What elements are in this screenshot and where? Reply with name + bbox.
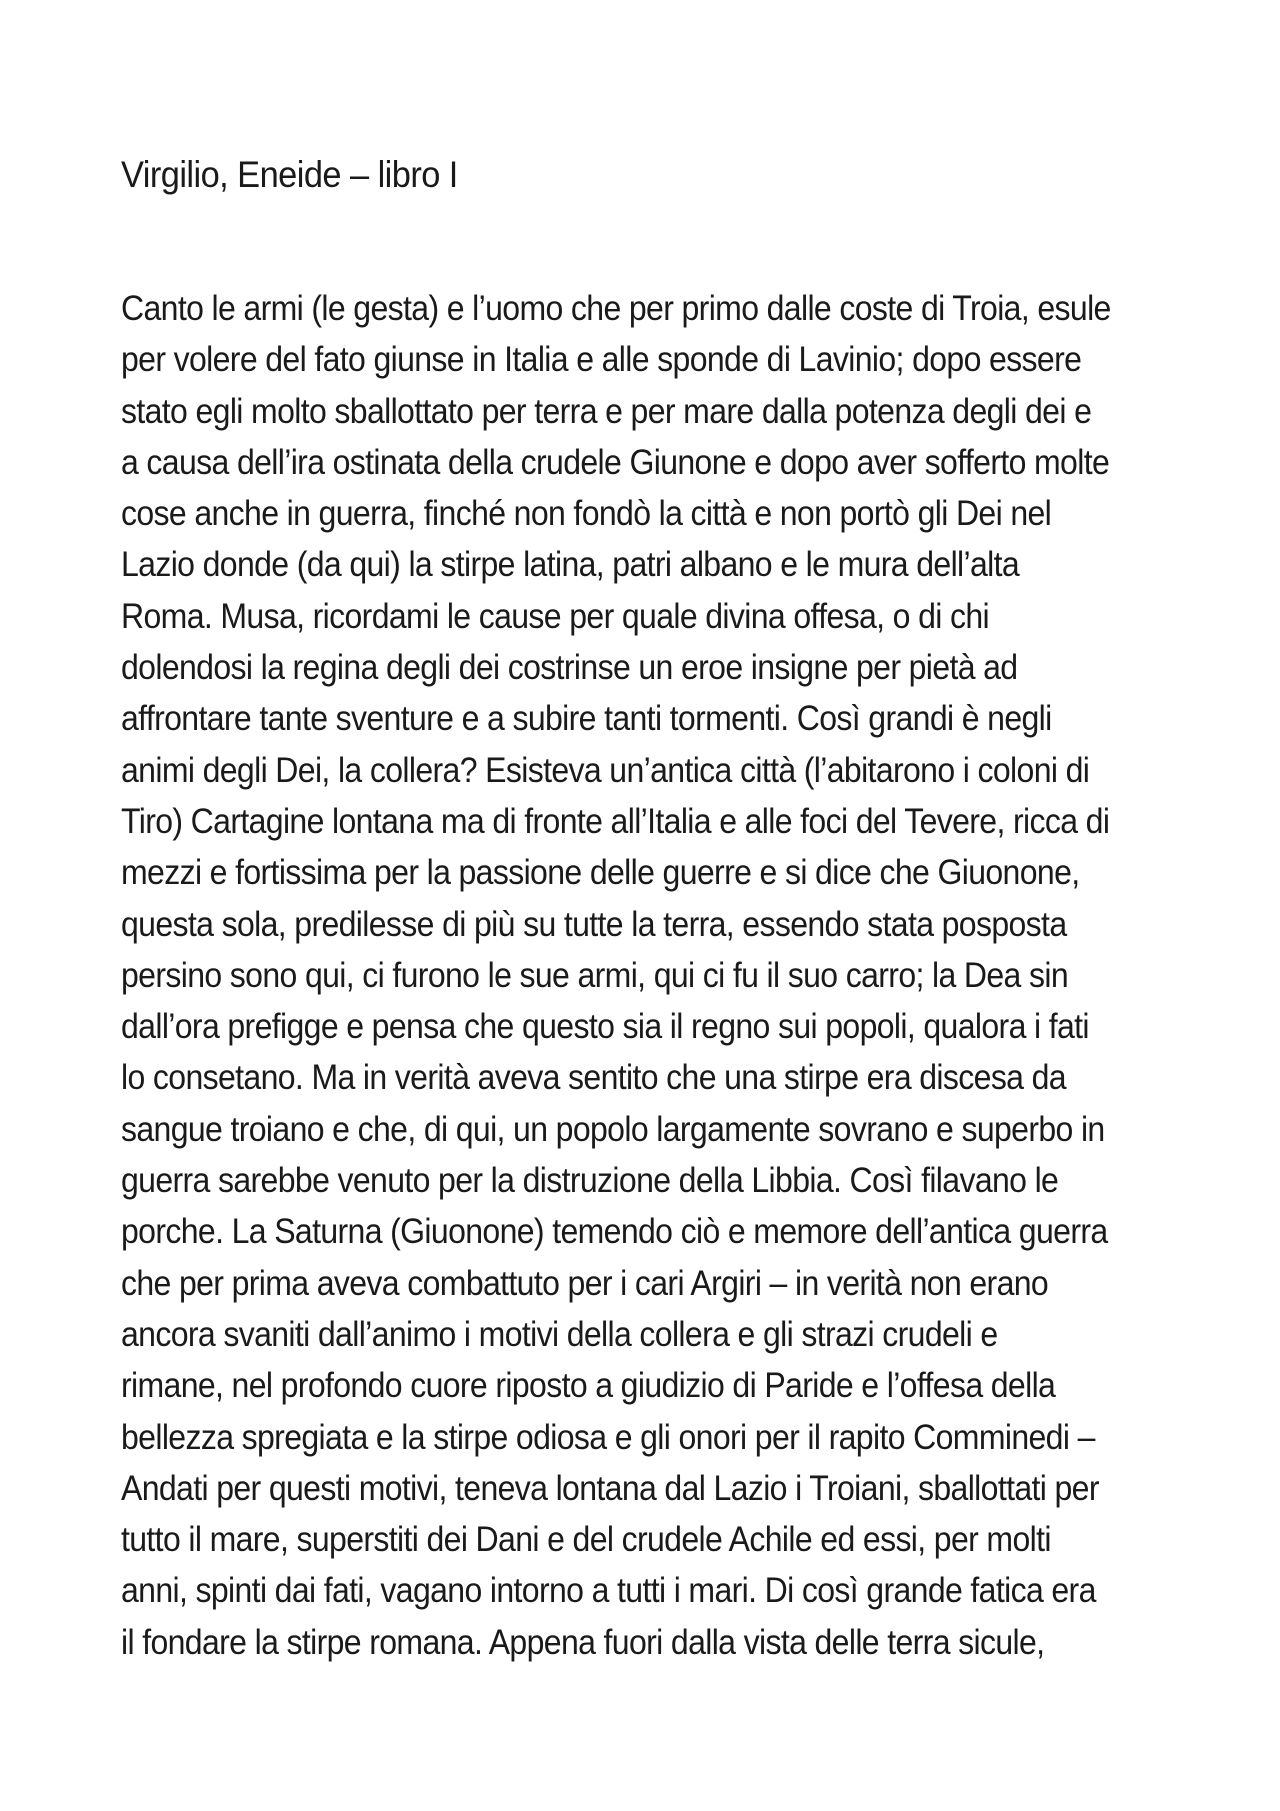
text-line: questa sola, predilesse di più su tutte la terra, essendo stata posposta xyxy=(121,904,1067,944)
text-line: guerra sarebbe venuto per la distruzione della Libbia. Così filavano le xyxy=(121,1161,1059,1201)
text-line: Roma. Musa, ricordami le cause per quale divina offesa, o di chi xyxy=(121,596,990,636)
text-line: dall’ora prefigge e pensa che questo sia il regno sui popoli, qualora i fati xyxy=(121,1007,1089,1047)
text-line: il fondare la stirpe romana. Appena fuori dalla vista delle terra sicule, xyxy=(121,1622,1045,1662)
text-line: Lazio donde (da qui) la stirpe latina, patri albano e le mura dell’alta xyxy=(121,545,1020,585)
text-line: anni, spinti dai fati, vagano intorno a tutti i mari. Di così grande fatica era xyxy=(121,1571,1096,1611)
document-title: Virgilio, Eneide – libro I xyxy=(121,154,458,195)
text-line: dolendosi la regina degli dei costrinse un eroe insigne per pietà ad xyxy=(121,648,1018,688)
text-line: cose anche in guerra, finché non fondò la città e non portò gli Dei nel xyxy=(121,494,1052,534)
text-line: affrontare tante sventure e a subire tanti tormenti. Così grandi è negli xyxy=(121,699,1052,739)
text-line: Tiro) Cartagine lontana ma di fronte all’Italia e alle foci del Tevere, ricca di xyxy=(121,801,1110,841)
text-line: stato egli molto sballottato per terra e per mare dalla potenza degli dei e xyxy=(121,391,1092,431)
text-line: bellezza spregiata e la stirpe odiosa e gli onori per il rapito Comminedi – xyxy=(121,1417,1095,1457)
text-line: che per prima aveva combattuto per i cari Argiri – in verità non erano xyxy=(121,1263,1049,1303)
text-line: lo consetano. Ma in verità aveva sentito che una stirpe era discesa da xyxy=(121,1058,1066,1098)
document-body xyxy=(121,283,1181,1668)
text-line: Canto le armi (le gesta) e l’uomo che per primo dalle coste di Troia, esule xyxy=(121,289,1111,328)
text-line: a causa dell’ira ostinata della crudele Giunone e dopo aver sofferto molte xyxy=(121,442,1110,482)
text-line: sangue troiano e che, di qui, un popolo largamente sovrano e superbo in xyxy=(121,1109,1105,1149)
text-line: mezzi e fortissima per la passione delle guerre e si dice che Giuonone, xyxy=(121,853,1080,893)
text-line: per volere del fato giunse in Italia e alle sponde di Lavinio; dopo essere xyxy=(121,340,1082,380)
text-line: ancora svaniti dall’animo i motivi della collera e gli strazi crudeli e xyxy=(121,1314,998,1354)
text-line: porche. La Saturna (Giuonone) temendo ciò e memore dell’antica guerra xyxy=(121,1212,1108,1252)
text-line: rimane, nel profondo cuore riposto a giudizio di Paride e l’offesa della xyxy=(121,1366,1056,1406)
text-line: Andati per questi motivi, teneva lontana dal Lazio i Troiani, sballottati per xyxy=(121,1468,1099,1508)
text-line: tutto il mare, superstiti dei Dani e del crudele Achile ed essi, per molti xyxy=(121,1520,1051,1560)
text-line: persino sono qui, ci furono le sue armi, qui ci fu il suo carro; la Dea sin xyxy=(121,955,1069,995)
text-line: animi degli Dei, la collera? Esisteva un’antica città (l’abitarono i coloni di xyxy=(121,750,1090,790)
